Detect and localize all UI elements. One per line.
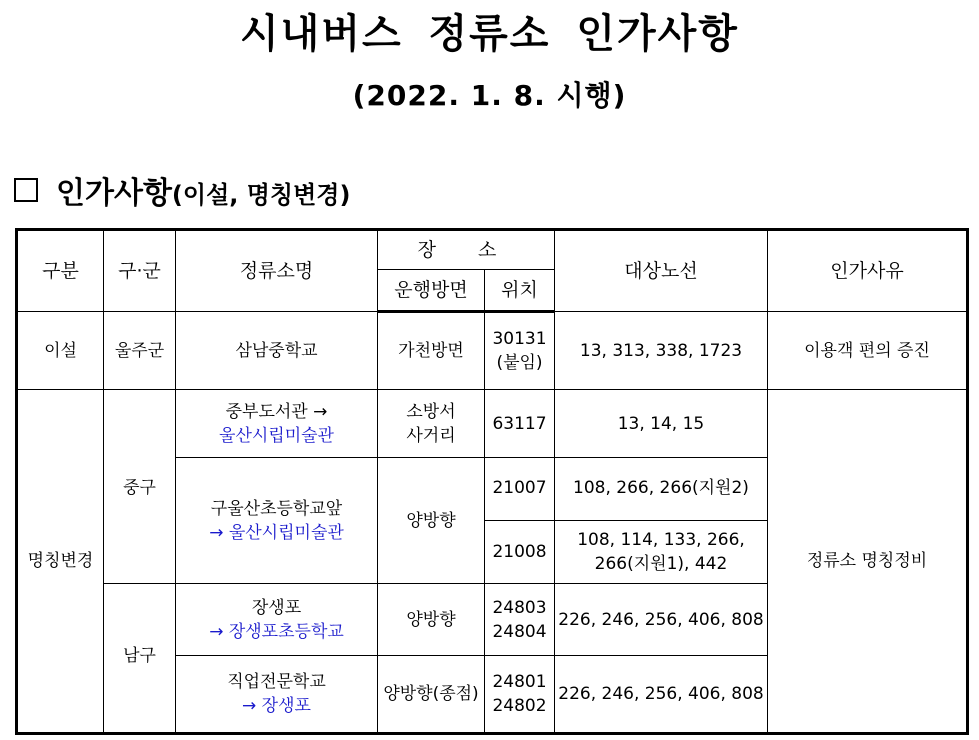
stop-name-cell <box>176 656 378 734</box>
routes-line: 266(지원1), 442 <box>594 554 728 574</box>
header-district: 구·군 <box>104 230 176 312</box>
direction-line: 사거리 <box>406 425 456 446</box>
stop-note: (붙임) <box>496 353 543 373</box>
stop-name-cell <box>176 584 378 656</box>
header-location: 위치 <box>485 270 555 312</box>
location-cell: 21008 <box>485 521 555 584</box>
direction-cell: 가천방면 <box>378 312 485 390</box>
header-row <box>17 230 968 270</box>
location-cell <box>485 584 555 656</box>
direction-line: 소방서 <box>406 401 456 422</box>
stop-approval-table <box>15 228 969 735</box>
table-row <box>17 312 968 390</box>
old-stop-name: 중부도서관 → <box>225 401 328 422</box>
checkbox-empty-icon <box>14 178 38 202</box>
old-stop-name: 장생포 <box>251 597 302 618</box>
routes-cell: 13, 14, 15 <box>555 390 768 458</box>
category-cell: 이설 <box>17 312 104 390</box>
routes-line: 108, 114, 133, 266, <box>577 530 745 550</box>
direction-cell: 양방향 <box>378 458 485 584</box>
category-cell: 명칭변경 <box>17 390 104 734</box>
old-stop-name: 직업전문학교 <box>227 672 326 692</box>
stop-id: 30131 <box>492 329 547 349</box>
stop-id: 24802 <box>492 696 547 716</box>
stop-name-cell <box>176 390 378 458</box>
stop-name-cell <box>176 458 378 584</box>
direction-cell <box>378 390 485 458</box>
new-stop-name: → 장생포 <box>242 696 311 716</box>
location-cell <box>485 656 555 734</box>
reason-cell: 이용객 편의 증진 <box>768 312 968 390</box>
effective-date: (2022. 1. 8. 시행) <box>352 79 627 112</box>
routes-cell: 13, 313, 338, 1723 <box>555 312 768 390</box>
header-reason: 인가사유 <box>768 230 968 312</box>
routes-cell: 108, 266, 266(지원2) <box>555 458 768 521</box>
section-heading <box>14 170 350 210</box>
routes-cell: 226, 246, 256, 406, 808 <box>555 584 768 656</box>
district-cell: 남구 <box>104 584 176 734</box>
header-category: 구분 <box>17 230 104 312</box>
stop-id: 24804 <box>492 621 547 642</box>
location-cell <box>485 312 555 390</box>
old-stop-name: 구울산초등학교앞 <box>210 498 343 519</box>
routes-cell: 226, 246, 256, 406, 808 <box>555 656 768 734</box>
header-stop-name: 정류소명 <box>176 230 378 312</box>
new-stop-name: 울산시립미술관 <box>219 425 334 446</box>
header-direction: 운행방면 <box>378 270 485 312</box>
table-row <box>17 390 968 458</box>
reason-cell: 정류소 명칭정비 <box>768 390 968 734</box>
routes-cell <box>555 521 768 584</box>
location-cell: 63117 <box>485 390 555 458</box>
section-heading-text: 인가사항(이설, 명칭변경) <box>56 176 351 211</box>
stop-id: 24803 <box>492 597 547 618</box>
district-cell: 중구 <box>104 390 176 584</box>
stop-name-cell: 삼남중학교 <box>176 312 378 390</box>
new-stop-name: → 장생포초등학교 <box>209 621 344 642</box>
location-cell: 21007 <box>485 458 555 521</box>
header-place: 장 소 <box>378 230 555 270</box>
new-stop-name: → 울산시립미술관 <box>209 522 344 543</box>
stop-id: 24801 <box>492 672 547 692</box>
direction-cell: 양방향 <box>378 584 485 656</box>
district-cell: 울주군 <box>104 312 176 390</box>
page-title: 시내버스 정류소 인가사항 <box>240 11 739 57</box>
header-routes: 대상노선 <box>555 230 768 312</box>
direction-cell: 양방향(종점) <box>378 656 485 734</box>
